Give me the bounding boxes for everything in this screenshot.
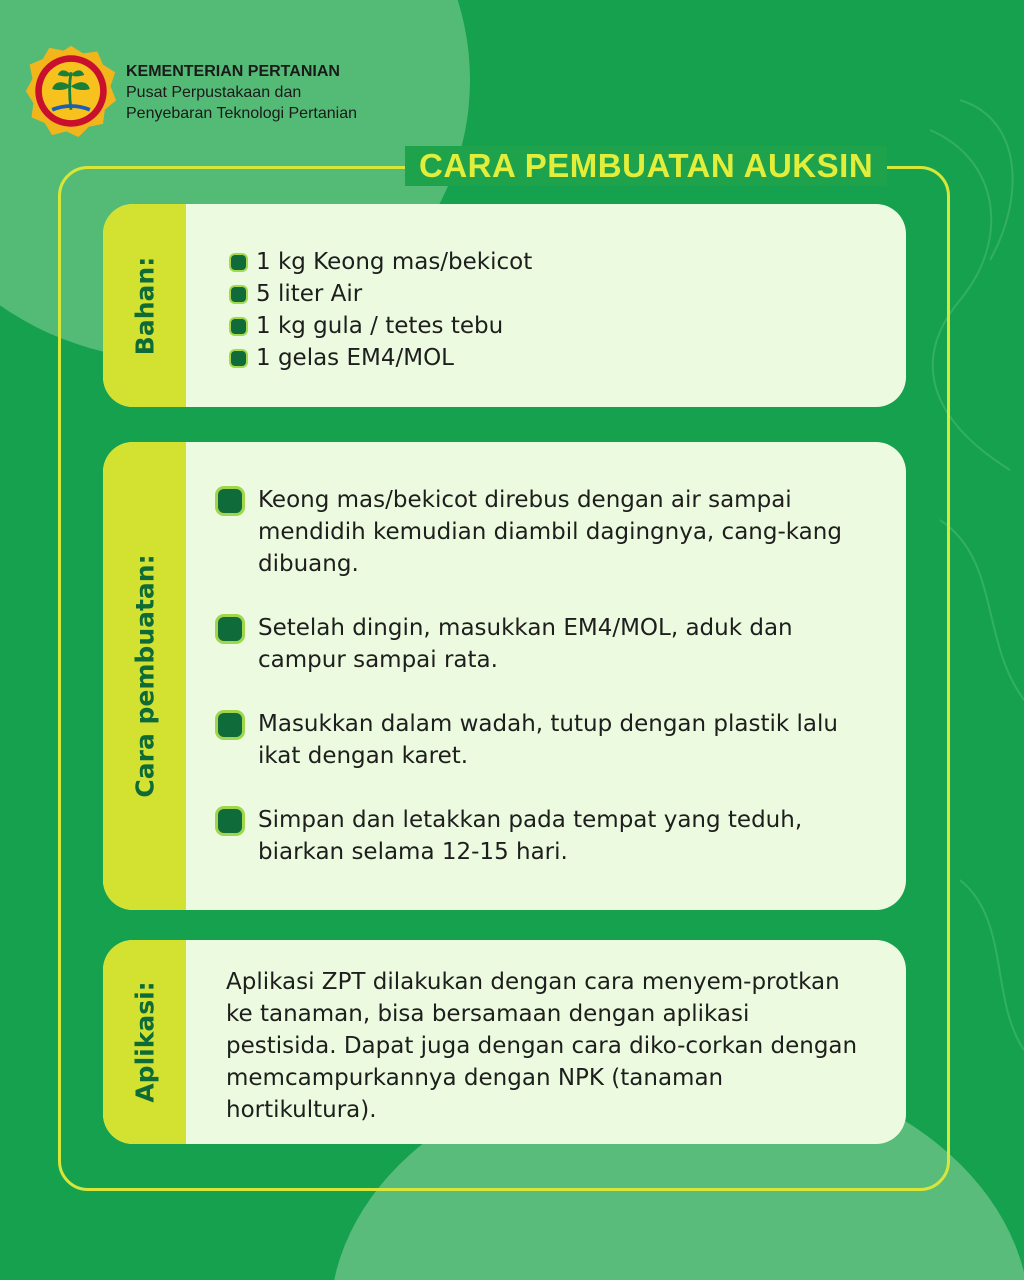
list-item: 1 gelas EM4/MOL	[231, 342, 532, 374]
aplikasi-text: Aplikasi ZPT dilakukan dengan cara menyem-protkan ke tanaman, bisa bersamaan dengan aplikasi pestisida. Dapat juga dengan cara diko-corkan dengan memcampurkannya dengan NPK (tanaman hortikultura).	[226, 969, 858, 1123]
list-item: 5 liter Air	[231, 278, 532, 310]
organization-header	[126, 62, 357, 124]
step-item: Keong mas/bekicot direbus dengan air sampai mendidih kemudian diambil dagingnya, cang-kang dibuang.	[218, 484, 878, 580]
org-name: KEMENTERIAN PERTANIAN	[126, 63, 340, 80]
list-item: 1 kg Keong mas/bekicot	[231, 246, 532, 278]
step-item: Masukkan dalam wadah, tutup dengan plastik lalu ikat dengan karet.	[218, 708, 878, 772]
cara-pembuatan-label: Cara pembuatan:	[130, 554, 159, 798]
cara-pembuatan-card	[103, 442, 906, 910]
bahan-list	[231, 246, 532, 374]
step-item: Simpan dan letakkan pada tempat yang teduh, biarkan selama 12-15 hari.	[218, 804, 878, 868]
aplikasi-label: Aplikasi:	[130, 981, 159, 1103]
page-title: CARA PEMBUATAN AUKSIN	[419, 147, 874, 184]
list-item: 1 kg gula / tetes tebu	[231, 310, 532, 342]
org-subtitle-line1: Pusat Perpustakaan dan	[126, 84, 302, 101]
bahan-card	[103, 204, 906, 407]
bahan-label: Bahan:	[130, 256, 159, 355]
kementerian-pertanian-logo	[24, 44, 118, 138]
aplikasi-tab	[103, 940, 186, 1144]
aplikasi-card	[103, 940, 906, 1144]
step-item: Setelah dingin, masukkan EM4/MOL, aduk dan campur sampai rata.	[218, 612, 878, 676]
bahan-tab	[103, 204, 186, 407]
page-title-container	[405, 146, 887, 186]
cara-pembuatan-tab	[103, 442, 186, 910]
steps-list	[218, 484, 878, 900]
org-subtitle-line2: Penyebaran Teknologi Pertanian	[126, 105, 357, 122]
